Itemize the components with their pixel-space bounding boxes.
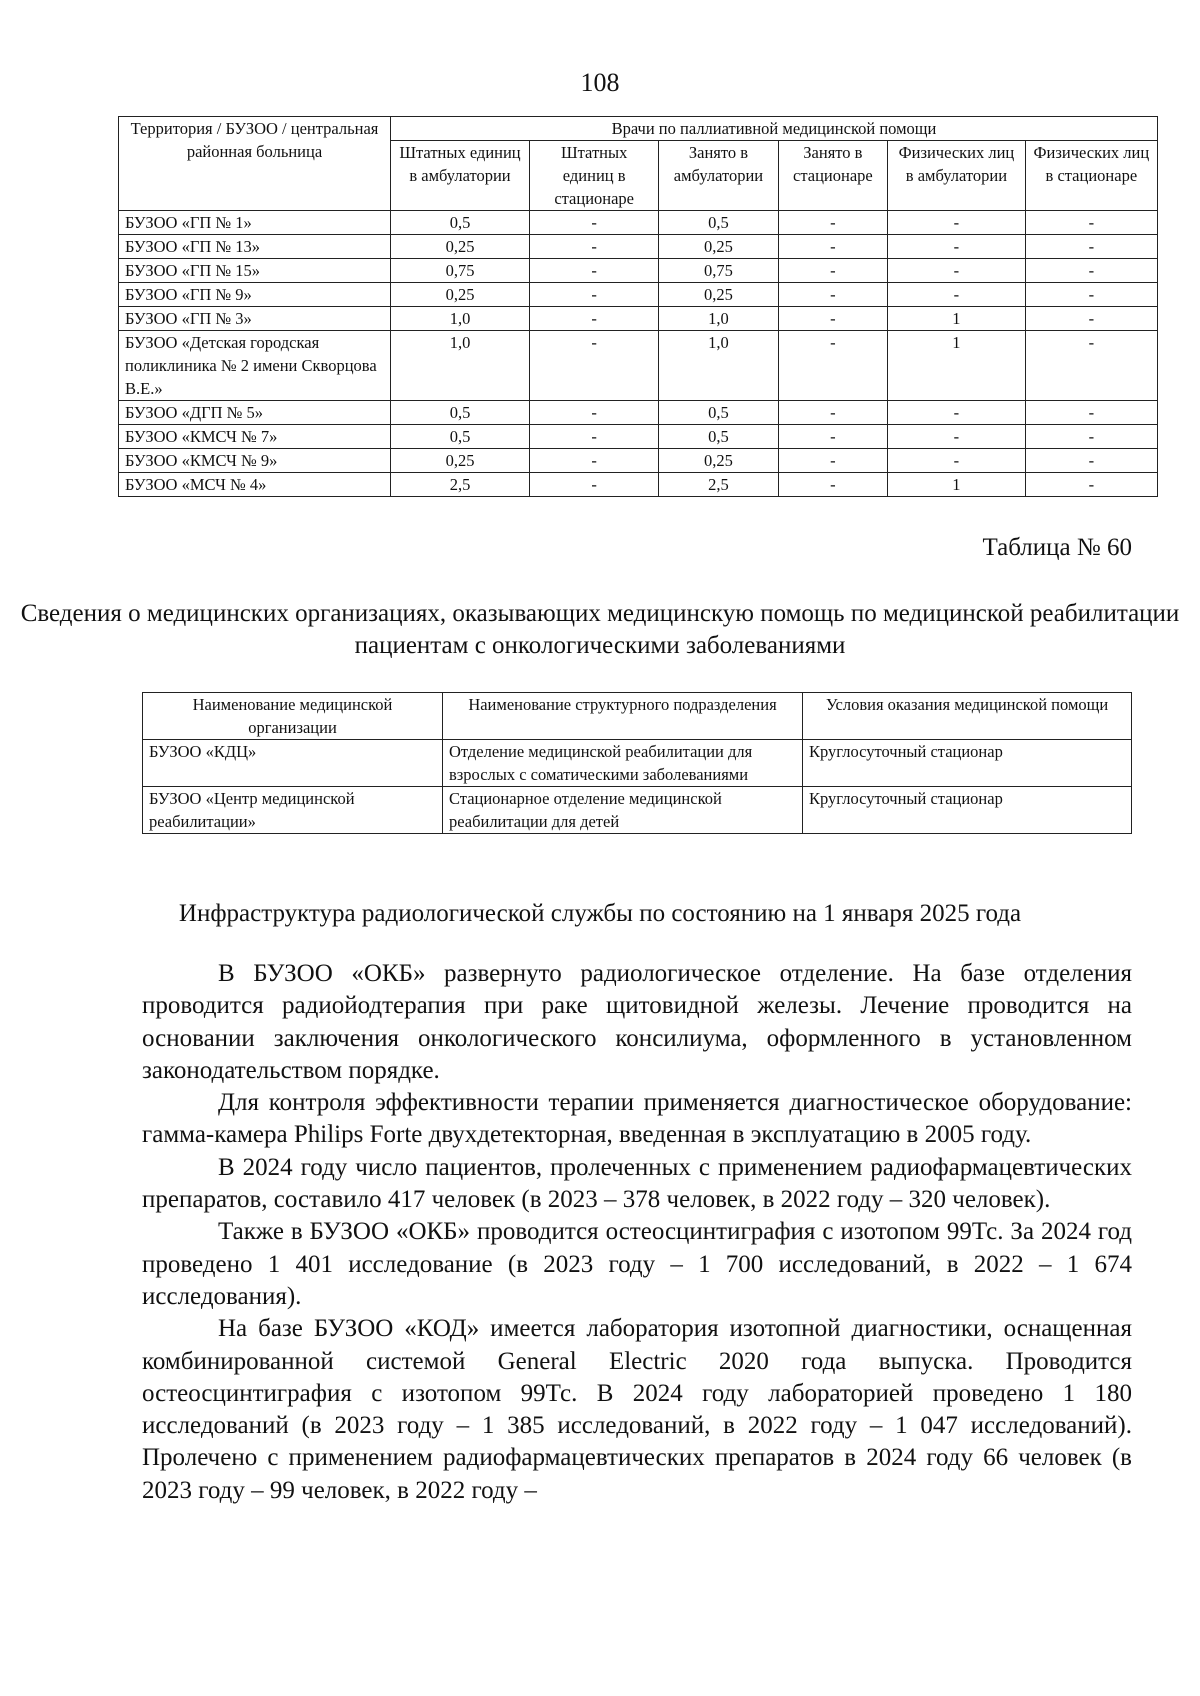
org-cell: БУЗОО «МСЧ № 4»: [119, 473, 391, 497]
value-cell: 1,0: [391, 307, 530, 331]
paragraph: Для контроля эффективности терапии применяется диагностическое оборудование: гамма-камера Philips Forte двухдетекторная, введенная в эксплуатацию в 2005 году.: [142, 1089, 1132, 1149]
section-heading-rehabilitation: Сведения о медицинских организациях, оказывающих медицинскую помощь по медицинской реабилитации пациентам с онкологическими заболеваниями: [20, 600, 1180, 659]
unit-cell: Стационарное отделение медицинской реабилитации для детей: [443, 787, 803, 834]
subheader-staff-outpatient: Штатных единиц в амбулатории: [391, 141, 530, 211]
org-cell: БУЗОО «КМСЧ № 7»: [119, 425, 391, 449]
value-cell: -: [778, 425, 888, 449]
body-text: [142, 958, 1132, 1507]
value-cell: -: [1025, 401, 1157, 425]
page-number: 108: [580, 68, 620, 97]
value-cell: 1: [888, 331, 1026, 401]
value-cell: -: [778, 331, 888, 401]
table-row: [119, 211, 1158, 235]
value-cell: 2,5: [659, 473, 778, 497]
value-cell: -: [888, 283, 1026, 307]
table-row: [143, 787, 1132, 834]
value-cell: -: [888, 401, 1026, 425]
paragraph: Также в БУЗОО «ОКБ» проводится остеосцинтиграфия с изотопом 99Тс. За 2024 год проведено 1 401 исследование (в 2023 году – 1 700 исследований, в 2022 – 1 674 исследования).: [142, 1218, 1132, 1310]
table-label: Таблица № 60: [982, 534, 1132, 561]
value-cell: -: [530, 473, 659, 497]
value-cell: -: [1025, 473, 1157, 497]
value-cell: 0,5: [391, 401, 530, 425]
value-cell: -: [778, 211, 888, 235]
subheader-persons-inpatient: Физических лиц в стационаре: [1025, 141, 1157, 211]
value-cell: 0,5: [659, 401, 778, 425]
value-cell: -: [778, 473, 888, 497]
value-cell: -: [1025, 449, 1157, 473]
table-row: [143, 740, 1132, 787]
org-cell: БУЗОО «Центр медицинской реабилитации»: [143, 787, 443, 834]
rehabilitation-table: [142, 692, 1132, 834]
value-cell: 0,25: [659, 449, 778, 473]
value-cell: -: [1025, 331, 1157, 401]
conditions-cell: Круглосуточный стационар: [803, 787, 1132, 834]
unit-cell: Отделение медицинской реабилитации для взрослых с соматическими заболеваниями: [443, 740, 803, 787]
value-cell: 0,25: [391, 235, 530, 259]
value-cell: -: [530, 401, 659, 425]
value-cell: 1,0: [659, 307, 778, 331]
table-row: [119, 307, 1158, 331]
value-cell: 0,25: [391, 283, 530, 307]
value-cell: 0,25: [391, 449, 530, 473]
value-cell: 0,25: [659, 283, 778, 307]
value-cell: -: [778, 283, 888, 307]
palliative-doctors-table: [118, 116, 1158, 497]
value-cell: -: [530, 259, 659, 283]
value-cell: -: [530, 211, 659, 235]
table-row: [119, 259, 1158, 283]
value-cell: -: [1025, 425, 1157, 449]
org-cell: БУЗОО «ГП № 1»: [119, 211, 391, 235]
value-cell: 1,0: [391, 331, 530, 401]
value-cell: -: [530, 235, 659, 259]
value-cell: -: [530, 283, 659, 307]
value-cell: -: [1025, 307, 1157, 331]
value-cell: -: [888, 235, 1026, 259]
value-cell: -: [778, 235, 888, 259]
value-cell: 0,5: [391, 425, 530, 449]
org-cell: БУЗОО «ДГП № 5»: [119, 401, 391, 425]
value-cell: 1,0: [659, 331, 778, 401]
value-cell: -: [778, 401, 888, 425]
header-conditions: Условия оказания медицинской помощи: [803, 693, 1132, 740]
paragraph: В 2024 году число пациентов, пролеченных с применением радиофармацевтических препаратов, составило 417 человек (в 2023 – 378 человек, в 2022 году – 320 человек).: [142, 1153, 1132, 1214]
table-row: [119, 283, 1158, 307]
org-cell: БУЗОО «ГП № 3»: [119, 307, 391, 331]
org-cell: БУЗОО «ГП № 15»: [119, 259, 391, 283]
org-cell: БУЗОО «КМСЧ № 9»: [119, 449, 391, 473]
value-cell: -: [1025, 211, 1157, 235]
paragraph: На базе БУЗОО «КОД» имеется лаборатория изотопной диагностики, оснащенная комбинированной системой General Electric 2020 года выпуска. Проводится остеосцинтиграфия с изотопом 99Тс. В 2024 году лабораторией проведено 1 180 исследований (в 2023 году – 1 385 исследований, в 2022 году – 1 047 исследований). Пролечено с применением радиофармацевтических препаратов в 2024 году 66 человек (в 2023 году – 99 человек, в 2022 году –: [142, 1315, 1132, 1504]
header-organization: Наименование медицинской организации: [143, 693, 443, 740]
value-cell: 0,25: [659, 235, 778, 259]
value-cell: -: [1025, 235, 1157, 259]
value-cell: -: [530, 425, 659, 449]
value-cell: -: [1025, 259, 1157, 283]
paragraph: В БУЗОО «ОКБ» развернуто радиологическое отделение. На базе отделения проводится радиойодтерапия при раке щитовидной железы. Лечение проводится на основании заключения онкологического консилиума, оформленного в установленном законодательством порядке.: [142, 960, 1132, 1084]
value-cell: -: [530, 449, 659, 473]
table-row: [119, 473, 1158, 497]
org-cell: БУЗОО «Детская городская поликлиника № 2 имени Скворцова В.Е.»: [119, 331, 391, 401]
org-cell: БУЗОО «ГП № 9»: [119, 283, 391, 307]
value-cell: -: [530, 331, 659, 401]
conditions-cell: Круглосуточный стационар: [803, 740, 1132, 787]
subheader-occupied-outpatient: Занято в амбулатории: [659, 141, 778, 211]
org-cell: БУЗОО «ГП № 13»: [119, 235, 391, 259]
value-cell: 0,5: [659, 425, 778, 449]
table-row: [119, 235, 1158, 259]
subheader-staff-inpatient: Штатных единиц в стационаре: [530, 141, 659, 211]
value-cell: -: [778, 307, 888, 331]
table-row: [119, 425, 1158, 449]
value-cell: 0,75: [659, 259, 778, 283]
header-territory: Территория / БУЗОО / центральная районная больница: [119, 117, 391, 211]
value-cell: -: [778, 259, 888, 283]
value-cell: -: [888, 449, 1026, 473]
value-cell: -: [778, 449, 888, 473]
table-row: [119, 449, 1158, 473]
value-cell: 0,5: [391, 211, 530, 235]
value-cell: -: [1025, 283, 1157, 307]
value-cell: -: [530, 307, 659, 331]
table-row: [119, 401, 1158, 425]
subheader-occupied-inpatient: Занято в стационаре: [778, 141, 888, 211]
value-cell: -: [888, 425, 1026, 449]
header-unit: Наименование структурного подразделения: [443, 693, 803, 740]
value-cell: 1: [888, 473, 1026, 497]
header-palliative-doctors: Врачи по паллиативной медицинской помощи: [391, 117, 1158, 141]
value-cell: -: [888, 259, 1026, 283]
value-cell: -: [888, 211, 1026, 235]
section-heading-radiology: Инфраструктура радиологической службы по состоянию на 1 января 2025 года: [178, 900, 1022, 927]
value-cell: 1: [888, 307, 1026, 331]
subheader-persons-outpatient: Физических лиц в амбулатории: [888, 141, 1026, 211]
value-cell: 2,5: [391, 473, 530, 497]
org-cell: БУЗОО «КДЦ»: [143, 740, 443, 787]
value-cell: 0,75: [391, 259, 530, 283]
table-row: [119, 331, 1158, 401]
value-cell: 0,5: [659, 211, 778, 235]
